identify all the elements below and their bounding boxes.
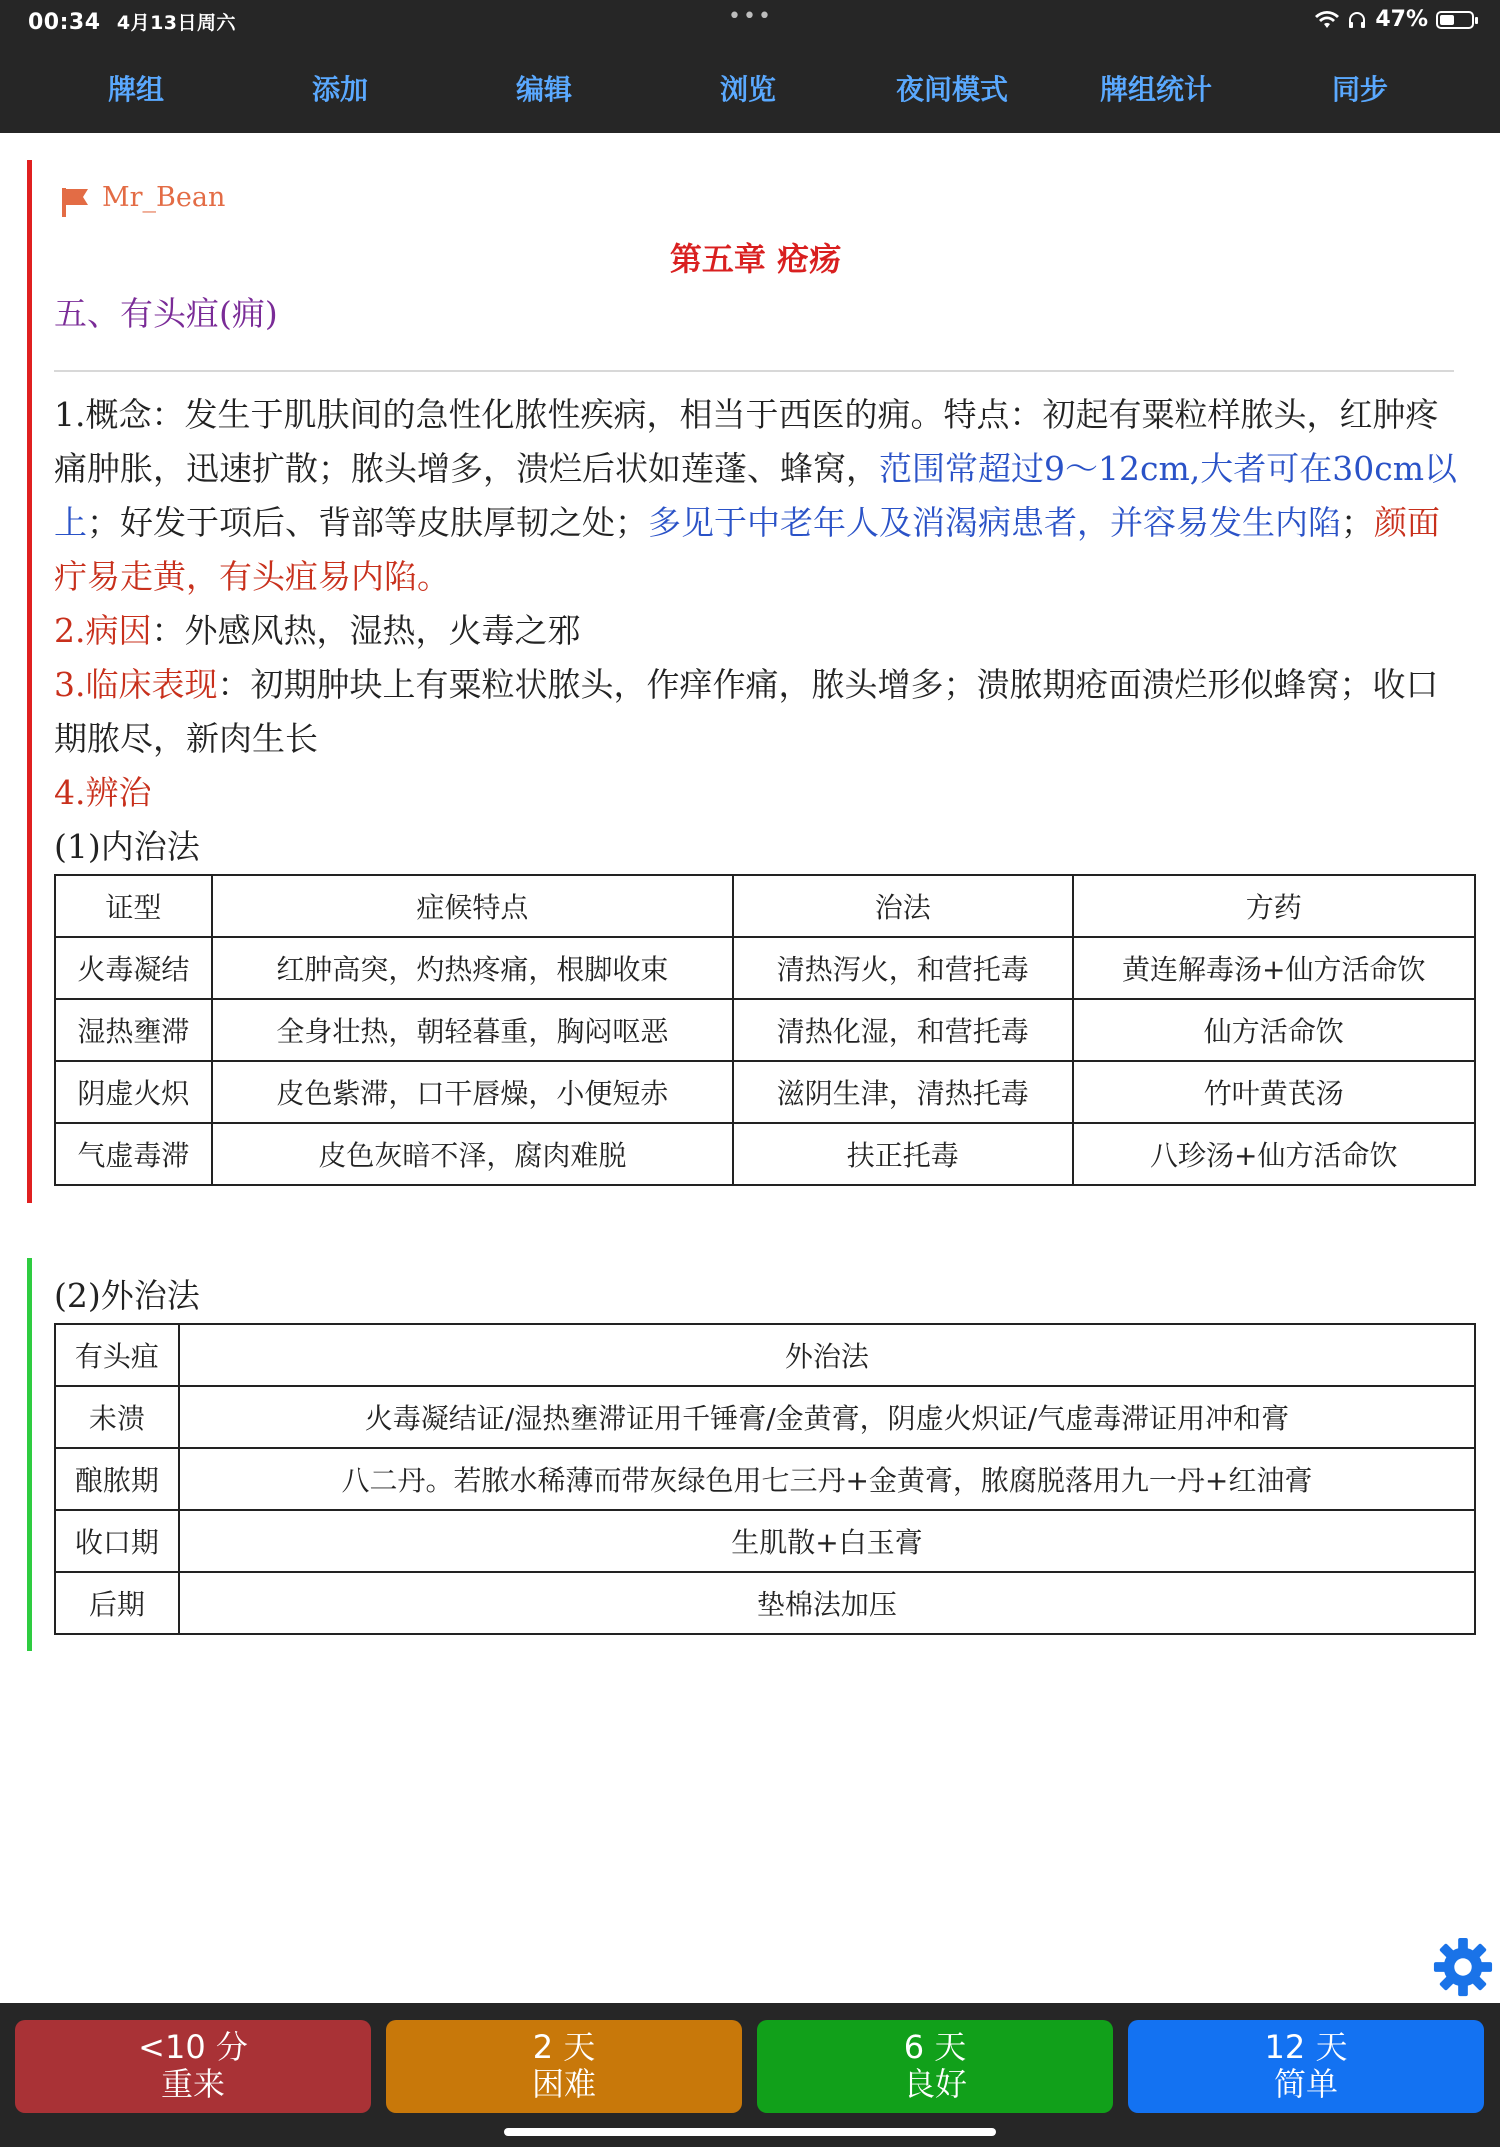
card-external [27,1258,1479,1651]
again-interval: <10 分 [138,2028,248,2066]
table-header: 有头疽 [55,1324,179,1386]
hard-button[interactable] [386,2020,742,2113]
easy-interval: 12 天 [1264,2028,1348,2066]
table-cell: 湿热壅滞 [55,999,212,1061]
table-cell: 竹叶黄芪汤 [1073,1061,1475,1123]
table-cell: 后期 [55,1572,179,1634]
table-header: 治法 [733,875,1073,937]
concept-location-text: ；好发于项后、背部等皮肤厚韧之处； [87,503,648,542]
external-treatment-table [54,1323,1476,1635]
table-header-row [55,1324,1475,1386]
table-cell: 清热化湿，和营托毒 [733,999,1073,1061]
table-row [55,1510,1475,1572]
easy-button[interactable] [1128,2020,1484,2113]
chapter-title: 第五章 疮疡 [669,240,842,278]
multitask-dots[interactable]: ••• [728,4,773,29]
external-treatment-heading: (2)外治法 [54,1276,200,1315]
concept-warning-text: 颜面疔易走黄，有头疽易内陷。 [54,503,1440,596]
answer-bar [0,2003,1500,2147]
good-interval: 6 天 [903,2028,967,2066]
hard-interval: 2 天 [532,2028,596,2066]
again-label: 重来 [160,2065,225,2103]
cause-text: ：外感风热，湿热，火毒之邪 [151,611,581,650]
divider [54,370,1454,372]
home-indicator[interactable] [504,2128,996,2136]
table-cell: 黄连解毒汤+仙方活命饮 [1073,937,1475,999]
internal-treatment-table [54,874,1476,1186]
nav-deck-stats[interactable]: 牌组统计 [1099,73,1212,106]
table-cell: 仙方活命饮 [1073,999,1475,1061]
table-header-row [55,875,1475,937]
top-toolbar [0,44,1500,133]
treatment-heading: 4.辨治 [54,773,152,812]
nav-add[interactable]: 添加 [311,73,368,106]
table-cell: 阴虚火炽 [55,1061,212,1123]
note-body [54,388,1464,874]
table-row [55,999,1475,1061]
table-row [55,1123,1475,1185]
table-cell: 气虚毒滞 [55,1123,212,1185]
cause-heading: 2.病因 [54,611,152,650]
table-row [55,1448,1475,1510]
battery-percent: 47% [1375,7,1428,32]
hard-label: 困难 [531,2065,596,2103]
table-cell: 未溃 [55,1386,179,1448]
table-row [55,937,1475,999]
table-cell: 皮色灰暗不泽，腐肉难脱 [212,1123,733,1185]
status-bar [0,0,1500,44]
status-indicators [1315,7,1474,32]
section-title: 五、有头疽(痈) [54,294,278,333]
table-cell: 火毒凝结证/湿热壅滞证用千锤膏/金黄膏，阴虚火炽证/气虚毒滞证用冲和膏 [179,1386,1475,1448]
table-cell: 八二丹。若脓水稀薄而带灰绿色用七三丹+金黄膏，脓腐脱落用九一丹+红油膏 [179,1448,1475,1510]
nav-decks[interactable]: 牌组 [107,73,164,106]
table-cell: 收口期 [55,1510,179,1572]
concept-size-text: 范围常超过9～12cm,大者可在30cm以上 [54,449,1458,542]
table-cell: 火毒凝结 [55,937,212,999]
table-cell: 垫棉法加压 [179,1572,1475,1634]
table-header: 症候特点 [212,875,733,937]
table-cell: 八珍汤+仙方活命饮 [1073,1123,1475,1185]
table-row [55,1572,1475,1634]
clinical-text: ：初期肿块上有粟粒状脓头，作痒作痛，脓头增多；溃脓期疮面溃烂形似蜂窝；收口期脓尽，新肉生长 [54,665,1439,758]
status-time: 00:34 4月13日周六 [28,10,237,35]
author-label: Mr_Bean [102,182,226,213]
table-header: 证型 [55,875,212,937]
table-cell: 酿脓期 [55,1448,179,1510]
table-cell: 生肌散+白玉膏 [179,1510,1475,1572]
nav-browse[interactable]: 浏览 [719,73,776,106]
easy-label: 简单 [1273,2065,1338,2103]
nav-edit[interactable]: 编辑 [515,73,572,106]
table-header: 外治法 [179,1324,1475,1386]
card-main [27,160,1479,1203]
table-cell: 全身壮热，朝轻暮重，胸闷呕恶 [212,999,733,1061]
table-row [55,1061,1475,1123]
gear-icon[interactable] [1432,1936,1494,1998]
table-row [55,1386,1475,1448]
table-cell: 扶正托毒 [733,1123,1073,1185]
concept-text: 1.概念：发生于肌肤间的急性化脓性疾病，相当于西医的痈。特点：初起有粟粒样脓头，红肿疼痛肿胀，迅速扩散；脓头增多，溃烂后状如莲蓬、蜂窝， [54,395,1439,488]
good-label: 良好 [902,2065,967,2103]
good-button[interactable] [757,2020,1113,2113]
again-button[interactable] [15,2020,371,2113]
table-header: 方药 [1073,875,1475,937]
headphones-icon [1347,10,1367,30]
table-cell: 红肿高突，灼热疼痛，根脚收束 [212,937,733,999]
wifi-icon [1315,11,1339,29]
nav-sync[interactable]: 同步 [1331,73,1388,106]
flag-icon[interactable] [58,185,92,219]
internal-treatment-heading: (1)内治法 [54,827,200,866]
table-cell: 滋阴生津，清热托毒 [733,1061,1073,1123]
concept-population-text: 多见于中老年人及消渴病患者，并容易发生内陷 [648,503,1341,542]
table-cell: 皮色紫滞，口干唇燥，小便短赤 [212,1061,733,1123]
nav-night-mode[interactable]: 夜间模式 [895,73,1008,106]
table-cell: 清热泻火，和营托毒 [733,937,1073,999]
battery-icon [1436,11,1474,29]
clinical-heading: 3.临床表现 [54,665,218,704]
semicolon: ； [1341,503,1374,542]
